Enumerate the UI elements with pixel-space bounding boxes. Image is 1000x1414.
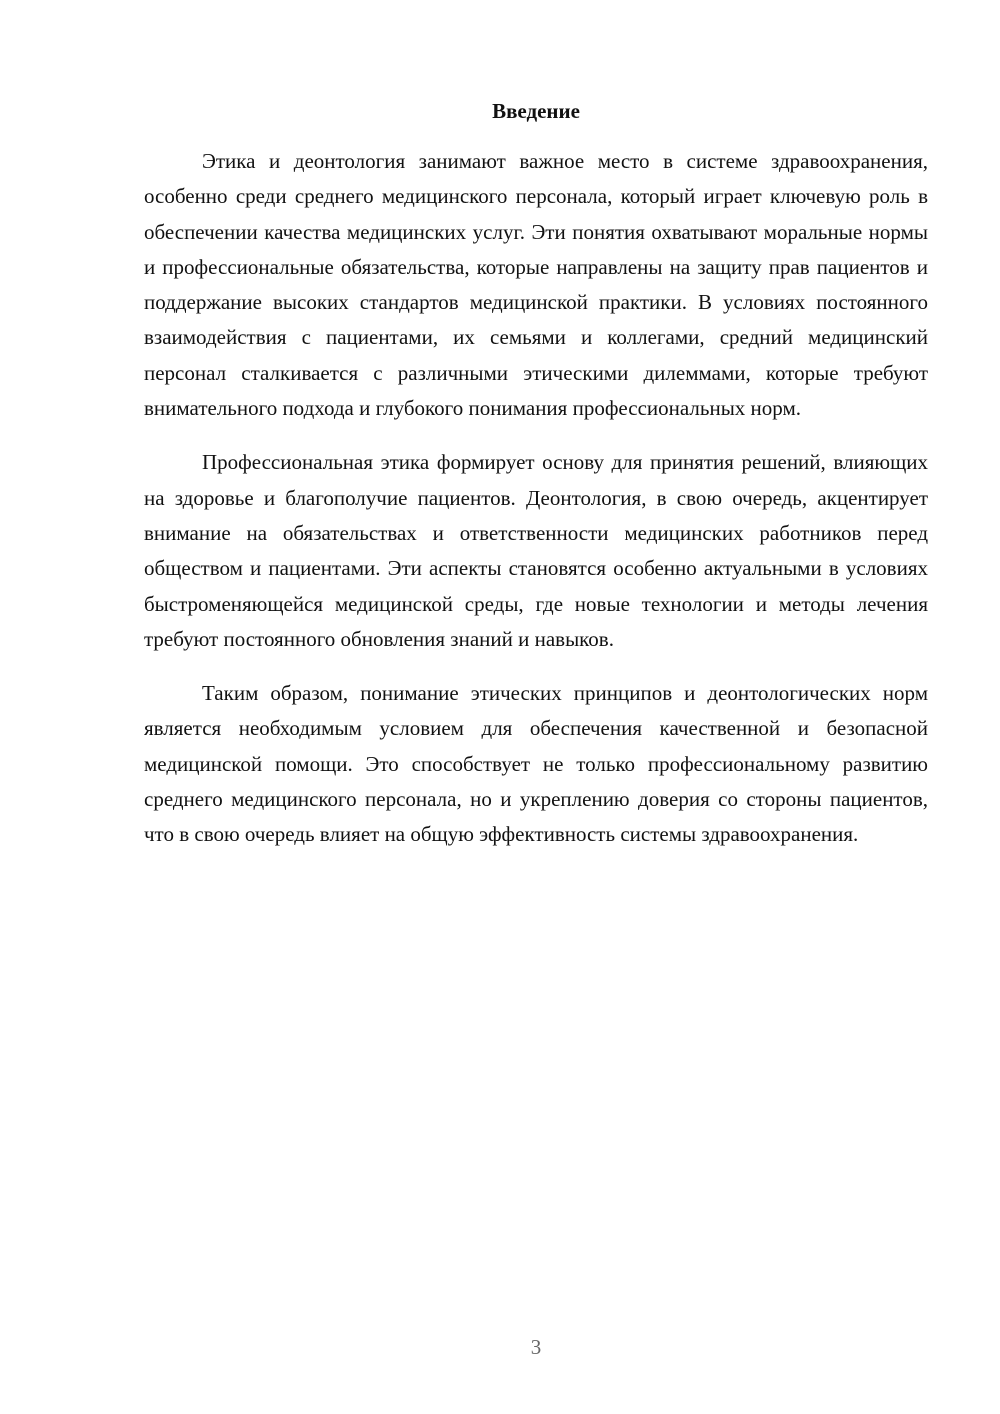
paragraph-2: Профессиональная этика формирует основу для принятия решений, влияющих на здоровье и благополучие пациентов. Деонтология, в свою очередь, акцентирует внимание на обязательствах и ответственности медицинских работников перед обществом и пациентами. Эти аспекты становятся особенно актуальными в условиях быстроменяющейся медицинской среды, где новые технологии и методы лечения требуют постоянного обновления знаний и навыков.: [144, 450, 928, 651]
section-title: Введение: [492, 99, 580, 123]
page-content: [144, 96, 928, 853]
page-number: 3: [530, 1335, 542, 1359]
paragraph-3: Таким образом, понимание этических принципов и деонтологических норм является необходимым условием для обеспечения качественной и безопасной медицинской помощи. Это способствует не только профессиональному развитию среднего медицинского персонала, но и укреплению доверия со стороны пациентов, что в свою очередь влияет на общую эффективность системы здравоохранения.: [144, 681, 928, 847]
paragraph-1: Этика и деонтология занимают важное место в системе здравоохранения, особенно среди среднего медицинского персонала, который играет ключевую роль в обеспечении качества медицинских услуг. Эти понятия охватывают моральные нормы и профессиональные обязательства, которые направлены на защиту прав пациентов и поддержание высоких стандартов медицинской практики. В условиях постоянного взаимодействия с пациентами, их семьями и коллегами, средний медицинский персонал сталкивается с различными этическими дилеммами, которые требуют внимательного подхода и глубокого понимания профессиональных норм.: [144, 149, 928, 421]
